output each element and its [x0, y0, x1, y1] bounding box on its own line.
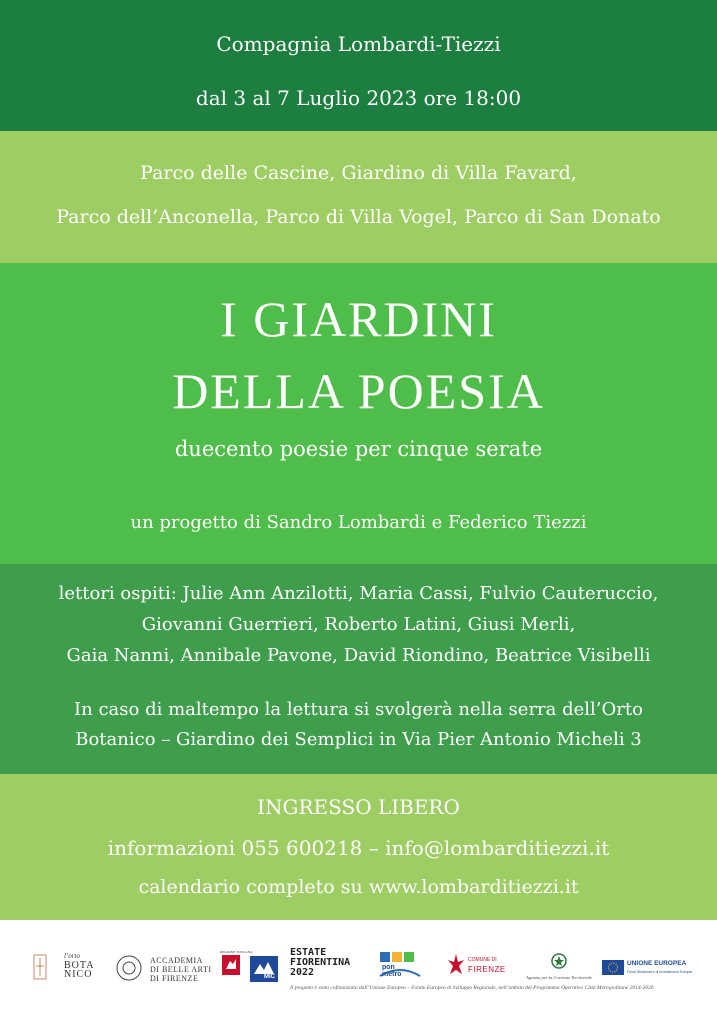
event-dates: dal 3 al 7 Luglio 2023 ore 18:00: [195, 86, 522, 110]
readers-line-1: lettori ospiti: Julie Ann Anzilotti, Maria Cassi, Fulvio Cauteruccio,: [58, 583, 659, 604]
calendar-link: calendario completo su www.lombarditiezzi.it: [138, 876, 579, 898]
orto-emblem-icon: [33, 954, 47, 980]
accademia-emblem-icon: [114, 954, 144, 987]
free-entry: INGRESSO LIBERO: [257, 795, 460, 819]
eu-flag-icon: [602, 960, 624, 975]
venues-line-1: Parco delle Cascine, Giardino di Villa Favard,: [140, 162, 577, 184]
weather-notice-line-1: In caso di maltempo la lettura si svolgerà nella serra dell’Orto: [74, 699, 643, 720]
regione-toscana-logo: REGIONE TOSCANA: [220, 950, 242, 981]
subtitle: duecento poesie per cinque serate: [174, 437, 543, 461]
weather-notice-line-2: Botanico – Giardino dei Semplici in Via Pier Antonio Micheli 3: [75, 729, 642, 750]
orto-botanico-logo: [33, 954, 47, 985]
header-band: [0, 0, 717, 131]
page-title-line-2: DELLA POESIA: [172, 363, 545, 419]
accademia-wordmark: ACCADEMIA DI BELLE ARTI DI FIRENZE: [150, 956, 212, 983]
project-credit: un progetto di Sandro Lombardi e Federico Tiezzi: [130, 512, 587, 533]
page-title-line-1: I GIARDINI: [220, 291, 497, 347]
readers-line-2: Giovanni Guerrieri, Roberto Latini, Giusi Merli,: [141, 614, 576, 635]
estate-fiorentina-logo: ESTATE FIORENTINA 2022: [290, 947, 351, 978]
venues-band: [0, 131, 717, 263]
orto-wordmark: l’orto BOTA NICO: [64, 952, 95, 980]
comune-firenze-wordmark: COMUNE DI FIRENZE: [468, 957, 506, 974]
comune-firenze-logo: [446, 952, 466, 981]
funding-footnote: Il progetto è stato cofinanziato dall’Unione Europea – Fondo Europeo di Sviluppo Regionale, nell’ambito del Programma Operativo Città Metropolitane 2014-2020: [290, 985, 654, 991]
venues-line-2: Parco dell’Anconella, Parco di Villa Vogel, Parco di San Donato: [56, 206, 661, 228]
unione-europea-logo: [602, 960, 624, 980]
company-name: Compagnia Lombardi-Tiezzi: [216, 32, 501, 56]
contact-info: informazioni 055 600218 – info@lombarditiezzi.it: [107, 836, 610, 860]
readers-line-3: Gaia Nanni, Annibale Pavone, David Riondino, Beatrice Visibelli: [66, 645, 651, 666]
pegasus-icon: [221, 954, 241, 976]
ponmetro-logo: pon metro: [378, 950, 422, 985]
agenzia-coesione-logo: Agenzia per la Coesione Territoriale: [524, 952, 594, 980]
italy-emblem-icon: [549, 952, 569, 970]
mic-logo: MIC: [250, 956, 278, 987]
unione-europea-wordmark: UNIONE EUROPEA Fondi Strutturali e di Investimento Europei: [627, 960, 693, 974]
giglio-icon: [446, 952, 466, 976]
